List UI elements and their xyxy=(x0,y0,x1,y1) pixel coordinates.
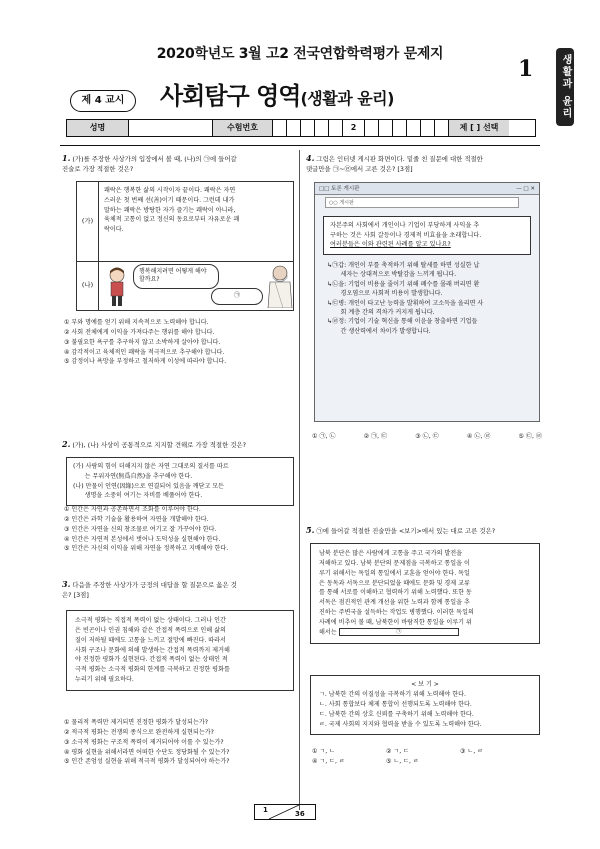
passage-line: 야 진정한 평화가 실현된다. 간접적 폭력이 없는 상태인 적 xyxy=(75,656,228,664)
passage-line: 은 빈곤이나 인권 침해와 같은 간접적 폭력으로 인해 삶의 xyxy=(75,626,226,634)
exam-number-digit[interactable] xyxy=(287,120,301,136)
passage-line: 생명을 소중히 여기는 자비를 베풀어야 한다. xyxy=(73,492,203,500)
question-3-number: 3. xyxy=(62,579,71,589)
passage-line: 은 동독과 서독으로 분단되었을 때에도 문화 및 경제 교류 xyxy=(319,579,470,587)
answer-choice[interactable]: ⑤ 감정이나 욕망을 부정하고 철저하게 이성에 따라야 합니다. xyxy=(64,358,227,366)
exam-number-digit[interactable] xyxy=(435,120,449,136)
exam-number-digit[interactable] xyxy=(301,120,315,136)
question-3-stem xyxy=(62,578,294,601)
comment-line: ↳㉡을: 기업이 비용을 줄이기 위해 폐수를 몰래 버리면 환 xyxy=(327,280,480,288)
page-counter-total: 36 xyxy=(295,810,305,818)
answer-choice[interactable]: ⑤ 인간은 자신의 이익을 위해 자연을 정복하고 지배해야 한다. xyxy=(64,545,229,553)
passage-line: (가) 사람의 힘이 더해지지 않은 자연 그대로의 질서를 따르 xyxy=(73,463,229,470)
passage-line: 락이다. xyxy=(104,226,124,233)
passage-line: 쾌락은 행복한 삶의 시작이자 끝이다. 쾌락은 자연 xyxy=(104,187,236,194)
window-controls-icon: — □ ✕ xyxy=(516,186,535,192)
answer-choice[interactable]: ① 인간은 자연과 공존하면서 조화를 이루어야 한다. xyxy=(64,506,201,513)
comment-line: 간 생산력에서 차이가 발생합니다. xyxy=(327,327,431,335)
answer-choice[interactable]: ⑤ ㄴ, ㄷ, ㄹ xyxy=(386,757,419,765)
question-1-choices xyxy=(64,318,296,367)
answer-choice[interactable]: ① ㉠, ㉡ xyxy=(312,433,336,440)
question-4-stem-line: 그림은 인터넷 게시판 화면이다. 밑줄 친 질문에 대한 적절한 xyxy=(316,155,483,163)
question-5-stem-line: ㉠에 들어갈 적절한 진술만을 <보기>에서 있는 대로 고른 것은? xyxy=(316,527,496,535)
browser-address-bar: ○○ 게시판 xyxy=(325,197,519,208)
comment-line: ↳㉣정: 기업이 기술 혁신을 통해 이윤을 창출하면 기업들 xyxy=(327,318,478,326)
answer-choice[interactable]: ③ 불필요한 욕구를 추구하지 않고 소박하게 살아야 합니다. xyxy=(64,338,221,346)
answer-choice[interactable]: ④ ㄱ, ㄷ, ㄹ xyxy=(312,757,345,765)
student-figure-icon xyxy=(105,266,129,308)
passage-ga-text xyxy=(99,182,244,261)
answer-choice[interactable]: ① 물리적 폭력만 제거되면 진정한 평화가 달성되는가? xyxy=(64,719,208,726)
bogi-item: ㄴ. 사회 통합보다 체제 통합이 선행되도록 노력해야 한다. xyxy=(319,701,472,709)
exam-number-digit[interactable] xyxy=(393,120,407,136)
post-question-underlined: 여러분들은 이와 관련된 사례를 알고 있나요? xyxy=(330,241,451,249)
question-1-stem xyxy=(62,152,294,175)
choices-row xyxy=(312,747,542,757)
post-line: 자본주의 사회에서 개인이나 기업이 부당하게 사익을 추 xyxy=(330,222,480,229)
exam-number-digit[interactable] xyxy=(365,120,379,136)
header-rule xyxy=(60,145,540,146)
passage-line: 는 무위자연(無爲自然)을 추구해야 한다. xyxy=(73,472,193,480)
exam-number-digit[interactable] xyxy=(315,120,329,136)
browser-window xyxy=(314,182,540,422)
comment-line: 경오염으로 사회적 비용이 발생합니다. xyxy=(327,290,443,298)
candidate-info-row xyxy=(66,119,536,137)
browser-tab-title: □□ 토론 게시판 xyxy=(319,186,360,192)
answer-choice[interactable]: ③ 소극적 평화는 구조적 폭력이 제거되어야 이룰 수 있는가? xyxy=(64,738,224,746)
passage-na-label: (나) xyxy=(77,262,99,310)
post-line: 구하는 것은 사회 갈등이나 경제적 비효율을 초래합니다. xyxy=(330,231,482,239)
question-2-choices xyxy=(64,505,296,554)
answer-choice[interactable]: ② 사회 전체에게 이익을 가져다주는 행위를 해야 합니다. xyxy=(64,328,215,336)
browser-tab-bar xyxy=(315,183,539,195)
question-5-number: 5. xyxy=(306,525,315,535)
exam-header-title: 2020학년도 3월 고2 전국연합학력평가 문제지 xyxy=(156,46,444,62)
bogi-item: ㄱ. 남북한 간의 이질성을 극복하기 위해 노력해야 한다. xyxy=(319,691,466,699)
name-field[interactable] xyxy=(129,120,213,136)
answer-choice[interactable]: ② ㉠, ㉢ xyxy=(363,433,388,440)
question-4-stem-line: 댓글만을 ㉠~㉣에서 고른 것은? [3점] xyxy=(306,164,413,173)
passage-last-line xyxy=(319,628,531,638)
question-4-choices xyxy=(312,432,542,442)
answer-choice[interactable]: ③ ㉡, ㉢ xyxy=(415,433,439,440)
passage-ga-row xyxy=(77,182,293,262)
choices-row xyxy=(312,757,542,767)
passage-line: 사례에 비추어 볼 때, 남북한이 바람직한 통일을 이루기 위 xyxy=(319,619,472,627)
answer-choice[interactable]: ② ㄱ, ㄷ xyxy=(386,748,410,755)
comment-line: 세자는 상대적으로 박탈감을 느끼게 됩니다. xyxy=(327,271,457,279)
question-4-stem xyxy=(306,152,540,175)
answer-choice[interactable]: ① 부와 명예를 얻기 위해 지속적으로 노력해야 합니다. xyxy=(64,319,209,326)
comment-list xyxy=(315,261,539,337)
passage-line-prefix: 해서는 xyxy=(319,628,337,636)
question-2-stem xyxy=(62,438,294,451)
subject-side-tab: 생활과 윤리 xyxy=(556,48,574,126)
comment-line: ↳㉢병: 개인이 타고난 능력을 발휘하여 고소득을 올리면 사 xyxy=(327,299,484,307)
question-3-passage-box xyxy=(66,610,294,691)
question-1-stem-line: 진술로 가장 적절한 것은? xyxy=(62,164,134,173)
illustration-area xyxy=(99,262,293,310)
answer-choice[interactable]: ③ 인간은 자연을 신의 창조물로 여기고 잘 가꾸어야 한다. xyxy=(64,525,217,533)
question-3-choices xyxy=(64,718,296,767)
exam-number-digit[interactable] xyxy=(379,120,393,136)
passage-line: 진하는 주변국을 설득하는 작업도 병행했다. 이러한 독일의 xyxy=(319,609,474,617)
answer-choice[interactable]: ⑤ 인간 존엄성 실현을 위해 적극적 평화가 달성되어야 하는가? xyxy=(64,758,230,766)
bogi-title: < 보 기 > xyxy=(411,681,439,688)
name-label: 성명 xyxy=(67,120,129,136)
answer-choice[interactable]: ④ 감각적이고 육체적인 쾌락을 적극적으로 추구해야 합니다. xyxy=(64,348,225,356)
subject-title-main: 사회탐구 영역 xyxy=(160,82,301,110)
passage-line: 루기 위해서는 독일의 통일에서 교훈을 얻어야 한다. 독일 xyxy=(319,569,470,577)
answer-choice[interactable]: ⑤ ㉢, ㉣ xyxy=(518,433,542,440)
passage-line: 누리기 위해 필요하다. xyxy=(75,676,134,684)
bogi-item: ㄷ. 남북한 간의 상호 신뢰를 구축하기 위해 노력해야 한다. xyxy=(319,711,474,719)
passage-line: (나) 만물이 인연(因緣)으로 연결되어 있음을 깨닫고 모든 xyxy=(73,482,225,490)
subject-title xyxy=(160,79,394,114)
question-2-passage-box xyxy=(66,457,294,506)
exam-number-fixed: 2 xyxy=(343,120,365,136)
answer-speech-bubble: ㉠ xyxy=(211,288,263,305)
passage-line: 육체적 고통이 없고 정신의 동요로부터 자유로운 쾌 xyxy=(104,216,240,224)
question-5-passage-box xyxy=(310,543,540,644)
passage-line: 저해하고 있다. 남북 분단의 문제점을 극복하고 통일을 이 xyxy=(319,559,470,567)
subject-title-sub: (생활과 윤리) xyxy=(300,89,394,108)
passage-line: 사회 구조나 문화에 의해 발생하는 간접적 폭력까지 제거해 xyxy=(75,646,230,654)
answer-choice[interactable]: ④ 인간은 자연적 본성에서 벗어나 도덕성을 실현해야 한다. xyxy=(64,535,221,543)
answer-choice[interactable]: ② 적극적 평화는 전쟁의 종식으로 완전하게 실현되는가? xyxy=(64,728,214,736)
passage-line: 질이 저하될 때에도 고통을 느끼고 절망에 빠진다. 따라서 xyxy=(75,636,226,644)
passage-line: 남북 분단은 많은 사람에게 고통을 주고 국가의 발전을 xyxy=(319,550,463,557)
student-speech-bubble: 행복해지려면 어떻게 해야 할까요? xyxy=(133,264,219,289)
question-4-number: 4. xyxy=(306,153,315,163)
question-3-stem-line: 은? [3점] xyxy=(62,590,89,599)
answer-choice[interactable]: ④ 평화 실현을 위해서라면 어떠한 수단도 정당화될 수 있는가? xyxy=(64,748,230,756)
passage-line: 서독은 점진적인 관계 개선을 위한 노력과 함께 통일을 추 xyxy=(319,599,470,607)
bogi-box xyxy=(310,675,540,735)
question-2-stem-line: (가), (나) 사상이 공통적으로 지지할 견해로 가장 적절한 것은? xyxy=(72,441,247,449)
page-number: 1 xyxy=(518,56,534,82)
answer-choice[interactable]: ① ㄱ, ㄴ xyxy=(312,748,336,755)
comment-line: 회 계층 간의 격차가 커지게 됩니다. xyxy=(327,309,435,317)
comment-line: ↳㉠갑: 개인이 부를 축적하기 위해 탈세를 하면 성실한 납 xyxy=(327,261,480,269)
passage-line: 를 통해 서로를 이해하고 협력하기 위해 노력했다. 또한 동 xyxy=(319,589,472,597)
passage-line: 스러운 첫 번째 선(善)이기 때문이다. 그런데 내가 xyxy=(104,196,235,204)
answer-choice[interactable]: ② 인간은 과학 기술을 활용하여 자연을 개발해야 한다. xyxy=(64,515,209,523)
column-divider xyxy=(299,150,300,810)
page-counter xyxy=(254,804,316,820)
exam-number-digit[interactable] xyxy=(407,120,421,136)
exam-number-digit[interactable] xyxy=(273,120,287,136)
period-label: 제 4 교시 xyxy=(70,90,136,112)
question-2-number: 2. xyxy=(62,439,71,449)
answer-choice[interactable]: ③ ㄴ, ㄹ xyxy=(460,748,484,755)
question-1-passage-box xyxy=(76,181,294,311)
exam-number-digit[interactable] xyxy=(421,120,435,136)
question-5-choices xyxy=(312,747,542,767)
question-5-stem xyxy=(306,524,542,537)
exam-number-digit[interactable] xyxy=(329,120,343,136)
passage-line: 소극적 평화는 직접적 폭력이 없는 상태이다. 그러나 인간 xyxy=(75,617,226,624)
exam-number-label: 수험번호 xyxy=(213,120,273,136)
philosopher-figure-icon xyxy=(267,264,293,308)
passage-na-row xyxy=(77,262,293,310)
question-1-stem-line: (가)를 주장한 사상가의 입장에서 볼 때, (나)의 ㉠에 들어갈 xyxy=(72,155,237,163)
passage-line: 극적 평화는 소극적 평화의 한계를 극복하고 진정한 평화를 xyxy=(75,666,230,674)
passage-ga-label: (가) xyxy=(77,182,99,261)
page-counter-current: 1 xyxy=(263,806,268,814)
question-3-stem-line: 다음을 주장한 사상가가 긍정의 대답을 할 질문으로 옳은 것 xyxy=(72,581,237,589)
board-post xyxy=(323,216,531,255)
answer-blank: ㉠ xyxy=(339,628,459,636)
answer-choice[interactable]: ④ ㉡, ㉣ xyxy=(466,433,491,440)
question-1-number: 1. xyxy=(62,153,71,163)
bogi-item: ㄹ. 국제 사회의 지지와 협력을 받을 수 있도록 노력해야 한다. xyxy=(319,721,482,729)
choice-label: 제 [ ] 선택 xyxy=(449,120,509,136)
passage-line: 말하는 쾌락은 방탕한 자가 즐기는 쾌락이 아니라, xyxy=(104,206,236,214)
